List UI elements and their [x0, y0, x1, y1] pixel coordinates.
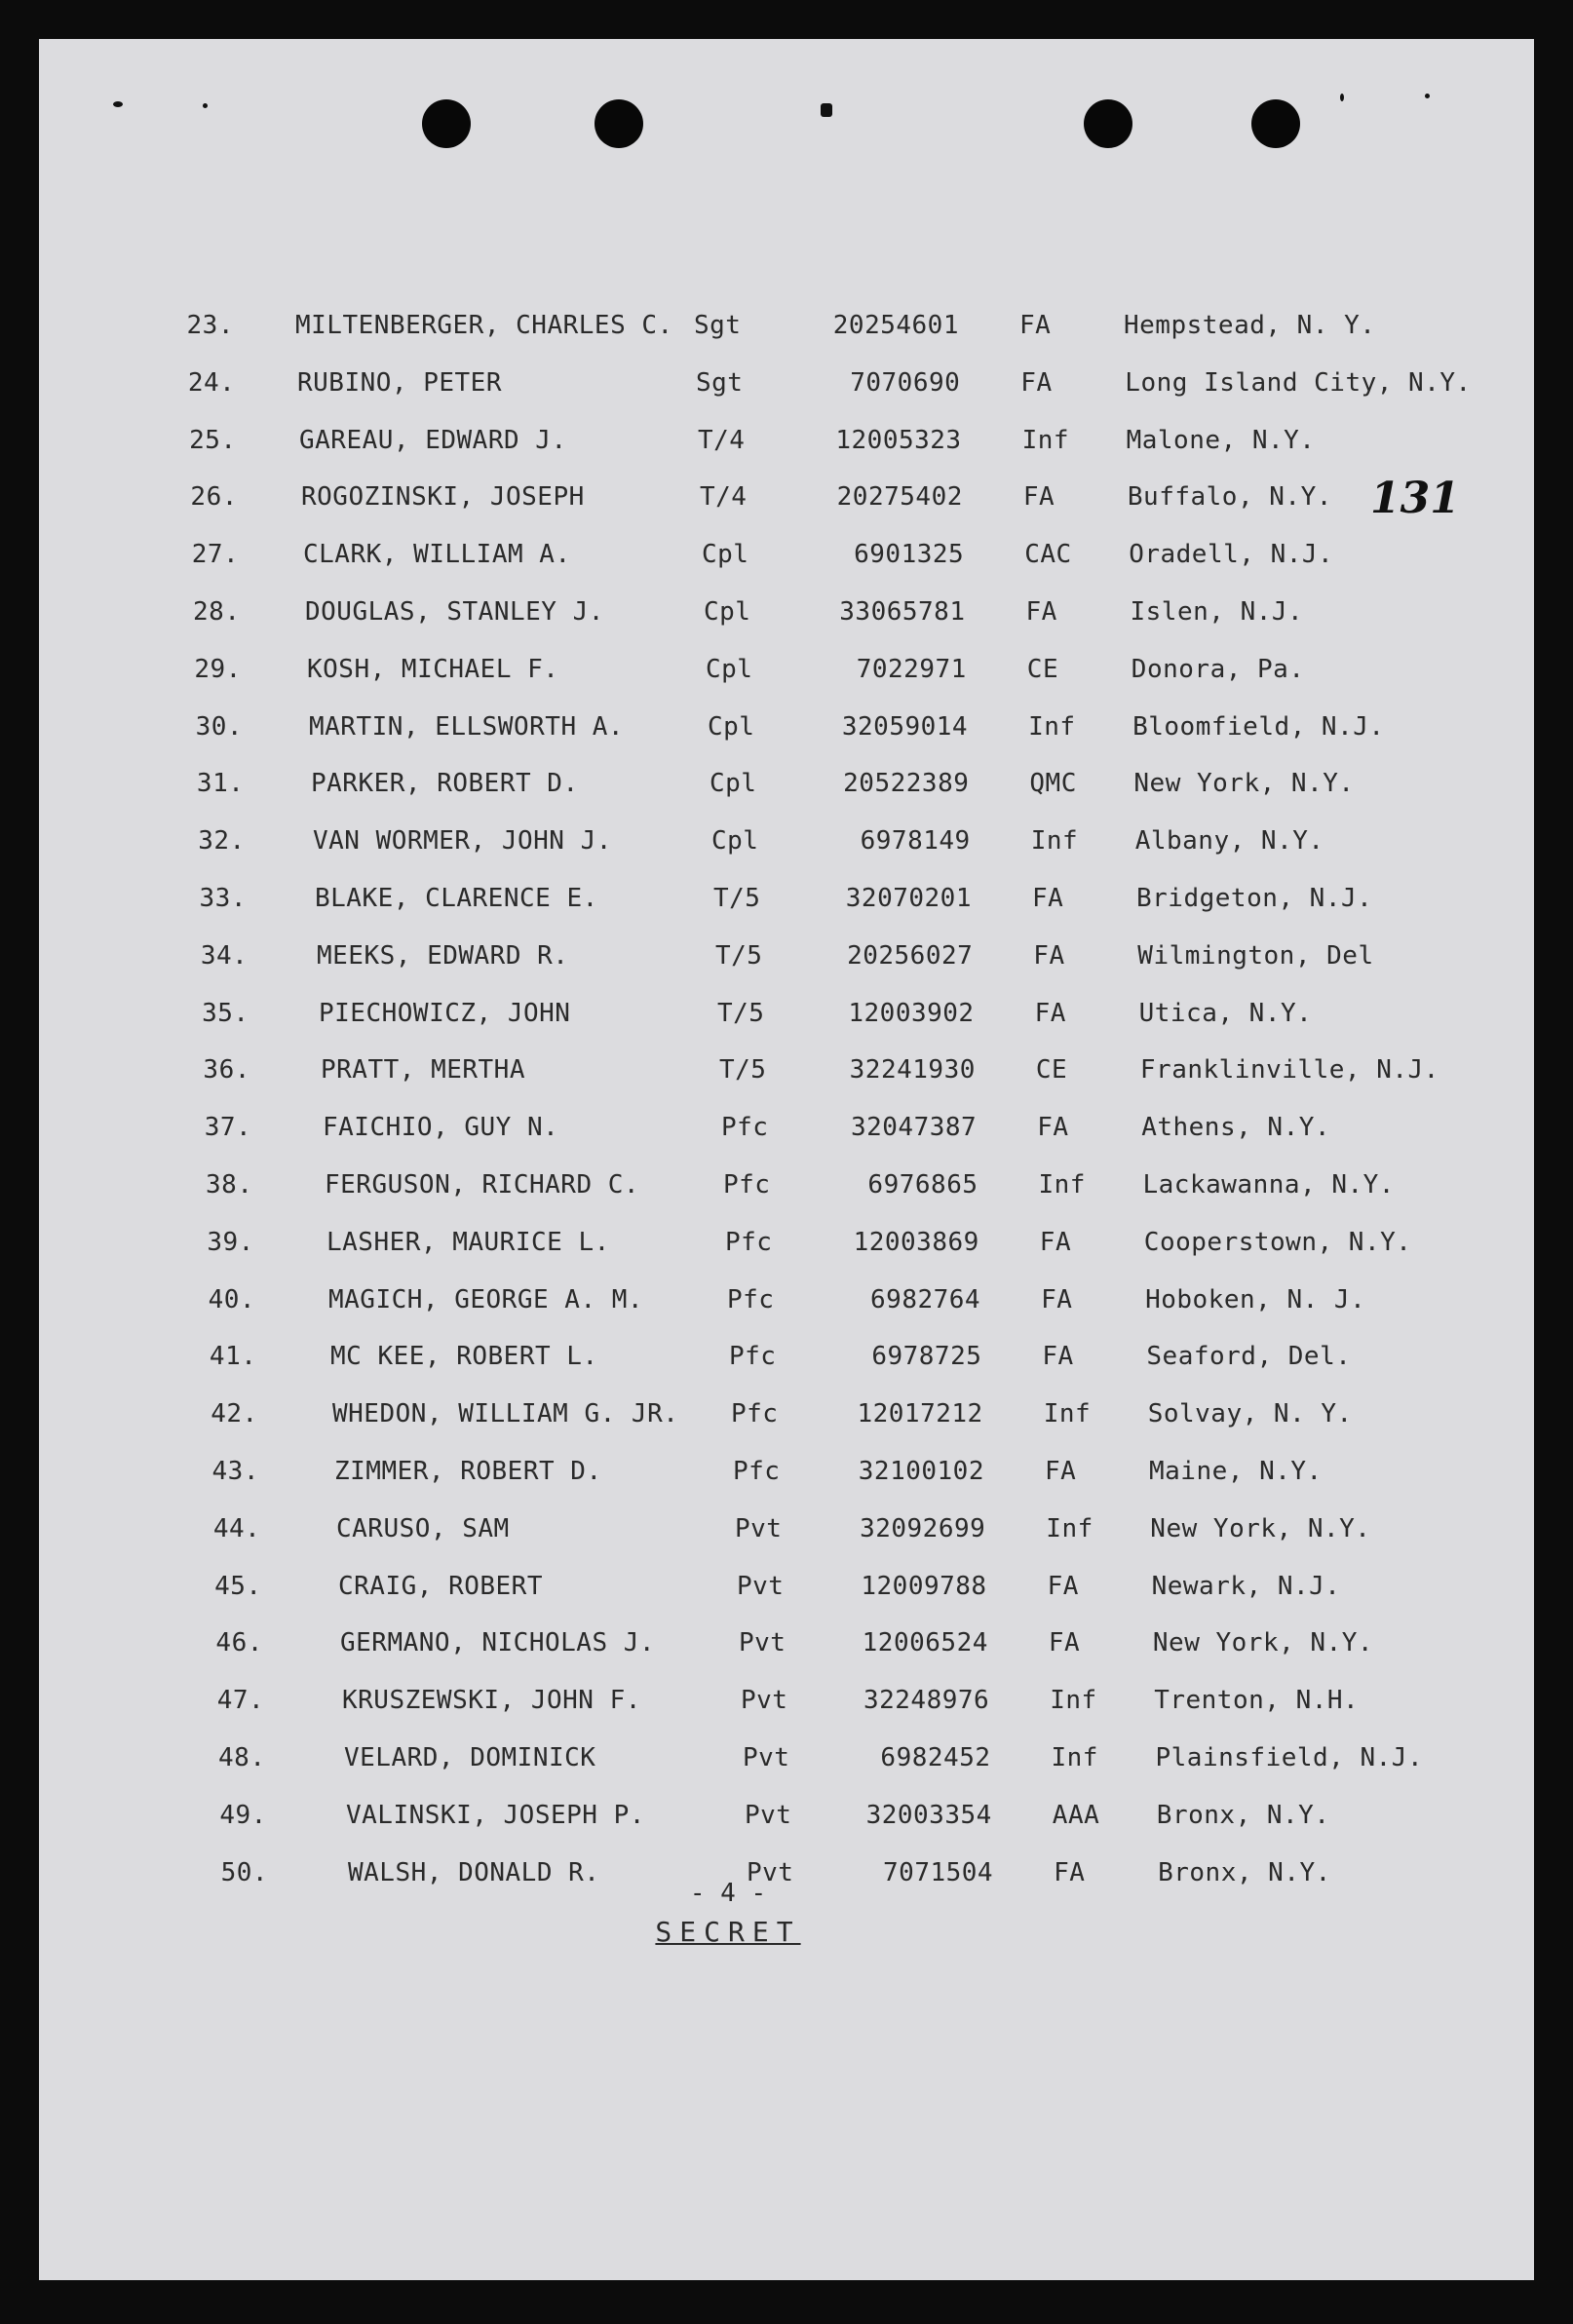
roster-serial: 12003902	[848, 998, 975, 1028]
roster-num: 44.	[212, 1513, 261, 1543]
roster-branch: Inf	[1028, 711, 1076, 742]
roster-rank: T/5	[717, 998, 765, 1028]
roster-branch: CE	[1026, 654, 1059, 684]
punch-hole	[422, 99, 471, 148]
roster-home: Trenton, N.H.	[1154, 1686, 1360, 1716]
roster-serial: 7071504	[883, 1857, 994, 1887]
roster-branch: Inf	[1043, 1399, 1092, 1429]
roster-home: New York, N.Y.	[1152, 1628, 1374, 1658]
roster-name: BLAKE, CLARENCE E.	[315, 884, 598, 913]
roster-home: Newark, N.J.	[1151, 1571, 1341, 1601]
roster-num: 49.	[219, 1800, 267, 1830]
roster-rank: Pfc	[727, 1284, 775, 1314]
roster-branch: Inf	[1021, 425, 1070, 455]
scan-speck	[821, 103, 832, 117]
roster-num: 31.	[196, 769, 245, 799]
roster-row	[39, 1738, 1534, 1777]
roster-name: MAGICH, GEORGE A. M.	[328, 1284, 644, 1314]
roster-name: DOUGLAS, STANLEY J.	[305, 597, 604, 627]
roster-serial: 20254601	[832, 311, 959, 340]
roster-name: PRATT, MERTHA	[321, 1055, 525, 1086]
roster-rank: Cpl	[702, 540, 749, 570]
roster-branch: FA	[1022, 482, 1055, 513]
roster-name: MEEKS, EDWARD R.	[317, 940, 569, 971]
roster-name: RUBINO, PETER	[297, 367, 502, 398]
roster-serial: 6982764	[870, 1284, 981, 1314]
roster-num: 23.	[186, 311, 234, 340]
roster-num: 50.	[220, 1857, 269, 1887]
roster-num: 39.	[207, 1227, 254, 1257]
roster-rank: Cpl	[711, 826, 759, 857]
roster-serial: 32248976	[863, 1686, 990, 1716]
scan-speck	[1340, 94, 1344, 101]
roster-branch: FA	[1037, 1113, 1069, 1143]
roster-branch: FA	[1025, 597, 1057, 627]
roster-branch: FA	[1045, 1457, 1077, 1486]
roster-name: KOSH, MICHAEL F.	[307, 654, 559, 684]
roster-serial: 32100102	[858, 1457, 984, 1486]
roster-home: Plainsfield, N.J.	[1155, 1743, 1424, 1772]
roster-home: Franklinville, N.J.	[1139, 1055, 1439, 1086]
roster-name: KRUSZEWSKI, JOHN F.	[342, 1686, 641, 1716]
roster-row	[39, 1165, 1534, 1204]
punch-hole	[1251, 99, 1300, 148]
roster-row	[39, 879, 1534, 918]
roster-row	[39, 535, 1534, 574]
roster-name: CRAIG, ROBERT	[338, 1571, 543, 1601]
roster-branch: AAA	[1052, 1800, 1100, 1830]
roster-row	[39, 1280, 1534, 1319]
roster-serial: 32092699	[860, 1513, 986, 1543]
roster-rank: Pfc	[721, 1113, 769, 1143]
roster-home: Bronx, N.Y.	[1158, 1857, 1331, 1887]
roster-rank: Pvt	[745, 1800, 792, 1830]
roster-num: 46.	[215, 1628, 263, 1658]
roster-row	[39, 1050, 1534, 1089]
roster-serial: 12003869	[853, 1227, 979, 1257]
roster-row	[39, 306, 1534, 345]
roster-branch: CE	[1035, 1055, 1068, 1086]
page-number: - 4 -	[689, 1879, 767, 1908]
roster-rank: Sgt	[694, 311, 742, 340]
roster-name: LASHER, MAURICE L.	[326, 1227, 610, 1257]
roster-branch: CAC	[1024, 540, 1072, 570]
roster-rank: Pvt	[747, 1857, 794, 1887]
roster-name: VAN WORMER, JOHN J.	[313, 826, 612, 857]
roster-serial: 32241930	[849, 1055, 976, 1086]
roster-branch: FA	[1039, 1227, 1072, 1257]
roster-row	[39, 1567, 1534, 1606]
roster-name: FAICHIO, GUY N.	[323, 1113, 559, 1143]
roster-rank: T/4	[700, 482, 748, 513]
roster-serial: 12009788	[861, 1571, 987, 1601]
roster-row	[39, 1394, 1534, 1433]
roster-rank: Cpl	[704, 597, 751, 627]
roster-row	[39, 1796, 1534, 1835]
roster-num: 32.	[198, 826, 246, 857]
punch-hole	[1084, 99, 1132, 148]
roster-name: ROGOZINSKI, JOSEPH	[301, 482, 585, 513]
roster-serial: 20275402	[836, 482, 963, 513]
roster-rank: Pvt	[743, 1743, 790, 1772]
roster-num: 35.	[202, 998, 249, 1028]
roster-name: ZIMMER, ROBERT D.	[334, 1457, 602, 1486]
roster-num: 24.	[187, 367, 236, 398]
roster-num: 42.	[211, 1399, 258, 1429]
roster-num: 45.	[214, 1571, 262, 1601]
roster-rank: Pvt	[739, 1628, 786, 1658]
scan-speck	[1425, 94, 1430, 98]
roster-rank: Cpl	[708, 711, 755, 742]
roster-branch: FA	[1020, 367, 1053, 398]
roster-home: Long Island City, N.Y.	[1125, 367, 1472, 398]
roster-row	[39, 1681, 1534, 1720]
roster-num: 38.	[206, 1170, 253, 1200]
roster-rank: T/5	[719, 1055, 767, 1086]
roster-name: CLARK, WILLIAM A.	[303, 540, 571, 570]
roster-branch: Inf	[1051, 1743, 1098, 1772]
roster-name: VALINSKI, JOSEPH P.	[346, 1800, 645, 1830]
roster-rank: Sgt	[696, 367, 744, 398]
roster-branch: FA	[1047, 1571, 1079, 1601]
roster-branch: Inf	[1050, 1686, 1097, 1716]
roster-name: MARTIN, ELLSWORTH A.	[309, 711, 625, 742]
roster-num: 29.	[194, 654, 242, 684]
roster-serial: 7022971	[856, 654, 967, 684]
roster-row	[39, 707, 1534, 746]
roster-home: Donora, Pa.	[1131, 654, 1305, 684]
roster-num: 41.	[209, 1342, 257, 1372]
roster-name: WALSH, DONALD R.	[348, 1857, 600, 1887]
roster-home: Buffalo, N.Y.	[1127, 482, 1332, 513]
roster-row	[39, 650, 1534, 689]
roster-home: Bloomfield, N.J.	[1132, 711, 1385, 742]
roster-branch: Inf	[1038, 1170, 1086, 1200]
roster-row	[39, 363, 1534, 402]
roster-home: Oradell, N.J.	[1129, 540, 1334, 570]
roster-branch: Inf	[1030, 826, 1079, 857]
roster-home: Bridgeton, N.J.	[1136, 884, 1373, 913]
roster-num: 37.	[204, 1113, 252, 1143]
roster-row	[39, 477, 1534, 516]
roster-serial: 32070201	[845, 884, 972, 913]
roster-serial: 6978149	[860, 826, 971, 857]
roster-rank: Pvt	[737, 1571, 785, 1601]
roster-serial: 20522389	[843, 769, 970, 799]
roster-branch: FA	[1033, 940, 1065, 971]
roster-num: 48.	[218, 1743, 266, 1772]
roster-home: Hoboken, N. J.	[1145, 1284, 1366, 1314]
roster-home: Cooperstown, N.Y.	[1143, 1227, 1412, 1257]
roster-home: Utica, N.Y.	[1138, 998, 1313, 1028]
roster-row	[39, 764, 1534, 803]
roster-rank: Pfc	[723, 1170, 771, 1200]
roster-row	[39, 1223, 1534, 1262]
roster-branch: FA	[1034, 998, 1066, 1028]
roster-serial: 32003354	[865, 1800, 992, 1830]
roster-row	[39, 936, 1534, 975]
roster-serial: 12017212	[857, 1399, 983, 1429]
roster-home: Islen, N.J.	[1130, 597, 1304, 627]
roster-branch: Inf	[1046, 1513, 1093, 1543]
roster-num: 33.	[199, 884, 247, 913]
classification-marking: SECRET	[655, 1916, 801, 1948]
roster-serial: 6976865	[867, 1170, 978, 1200]
roster-name: PIECHOWICZ, JOHN	[319, 998, 571, 1028]
roster-home: Hempstead, N. Y.	[1124, 311, 1376, 340]
roster-rank: Pvt	[741, 1686, 788, 1716]
roster-home: Maine, N.Y.	[1149, 1457, 1323, 1486]
roster-rank: Cpl	[706, 654, 753, 684]
roster-rank: T/4	[698, 425, 746, 455]
roster-num: 40.	[208, 1284, 256, 1314]
roster-branch: FA	[1048, 1628, 1081, 1658]
roster-name: WHEDON, WILLIAM G. JR.	[332, 1399, 679, 1429]
roster-rank: Pvt	[735, 1513, 783, 1543]
roster-num: 47.	[216, 1686, 265, 1716]
roster-home: Bronx, N.Y.	[1156, 1800, 1330, 1830]
roster-home: Malone, N.Y.	[1126, 425, 1316, 455]
punch-hole	[595, 99, 643, 148]
roster-name: MILTENBERGER, CHARLES C.	[295, 311, 673, 340]
roster-branch: FA	[1019, 311, 1052, 340]
roster-row	[39, 592, 1534, 631]
roster-name: GERMANO, NICHOLAS J.	[340, 1628, 656, 1658]
roster-home: New York, N.Y.	[1133, 769, 1355, 799]
roster-serial: 12006524	[862, 1628, 988, 1658]
roster-serial: 6978725	[871, 1342, 982, 1372]
roster-num: 27.	[191, 540, 240, 570]
roster-row	[39, 1337, 1534, 1376]
roster-branch: QMC	[1029, 769, 1077, 799]
roster-branch: FA	[1041, 1284, 1073, 1314]
roster-serial: 12005323	[835, 425, 962, 455]
roster-branch: FA	[1054, 1857, 1086, 1887]
roster-rank: T/5	[713, 884, 761, 913]
roster-serial: 20256027	[847, 940, 974, 971]
roster-home: Solvay, N. Y.	[1147, 1399, 1353, 1429]
folio-number: 131	[1370, 474, 1460, 523]
roster-name: VELARD, DOMINICK	[344, 1743, 596, 1772]
roster-name: MC KEE, ROBERT L.	[330, 1342, 598, 1372]
roster-row	[39, 1509, 1534, 1548]
roster-rank: Cpl	[710, 769, 757, 799]
roster-row	[39, 994, 1534, 1033]
roster-name: GAREAU, EDWARD J.	[299, 425, 567, 455]
roster-rank: Pfc	[725, 1227, 773, 1257]
roster-rank: Pfc	[733, 1457, 781, 1486]
roster-serial: 32059014	[841, 711, 969, 742]
roster-serial: 7070690	[850, 367, 961, 398]
roster-row	[39, 1623, 1534, 1662]
roster-home: Albany, N.Y.	[1134, 826, 1324, 857]
roster-home: Athens, N.Y.	[1141, 1113, 1331, 1143]
roster-rank: T/5	[715, 940, 763, 971]
roster-serial: 6901325	[854, 540, 965, 570]
roster-home: Seaford, Del.	[1146, 1342, 1352, 1372]
roster-serial: 6982452	[880, 1743, 991, 1772]
roster-num: 43.	[211, 1457, 259, 1486]
roster-branch: FA	[1032, 884, 1064, 913]
roster-serial: 33065781	[839, 597, 966, 627]
roster-serial: 32047387	[850, 1113, 978, 1143]
roster-num: 30.	[195, 711, 244, 742]
roster-num: 25.	[189, 425, 237, 455]
roster-row	[39, 1108, 1534, 1147]
roster-name: FERGUSON, RICHARD C.	[325, 1170, 640, 1200]
scan-speck	[203, 103, 208, 108]
roster-branch: FA	[1042, 1342, 1074, 1372]
roster-num: 36.	[203, 1055, 250, 1086]
roster-row	[39, 1452, 1534, 1491]
roster-name: PARKER, ROBERT D.	[311, 769, 579, 799]
roster-num: 28.	[193, 597, 241, 627]
roster-rank: Pfc	[729, 1342, 777, 1372]
scan-speck	[113, 101, 123, 107]
roster-row	[39, 821, 1534, 860]
roster-home: Wilmington, Del	[1137, 940, 1374, 971]
roster-row	[39, 421, 1534, 460]
roster-rank: Pfc	[731, 1399, 779, 1429]
roster-home: Lackawanna, N.Y.	[1142, 1170, 1395, 1200]
roster-num: 34.	[200, 940, 249, 971]
roster-home: New York, N.Y.	[1150, 1513, 1371, 1543]
document-page	[39, 39, 1534, 2280]
roster-num: 26.	[190, 482, 238, 513]
roster-name: CARUSO, SAM	[336, 1513, 510, 1543]
